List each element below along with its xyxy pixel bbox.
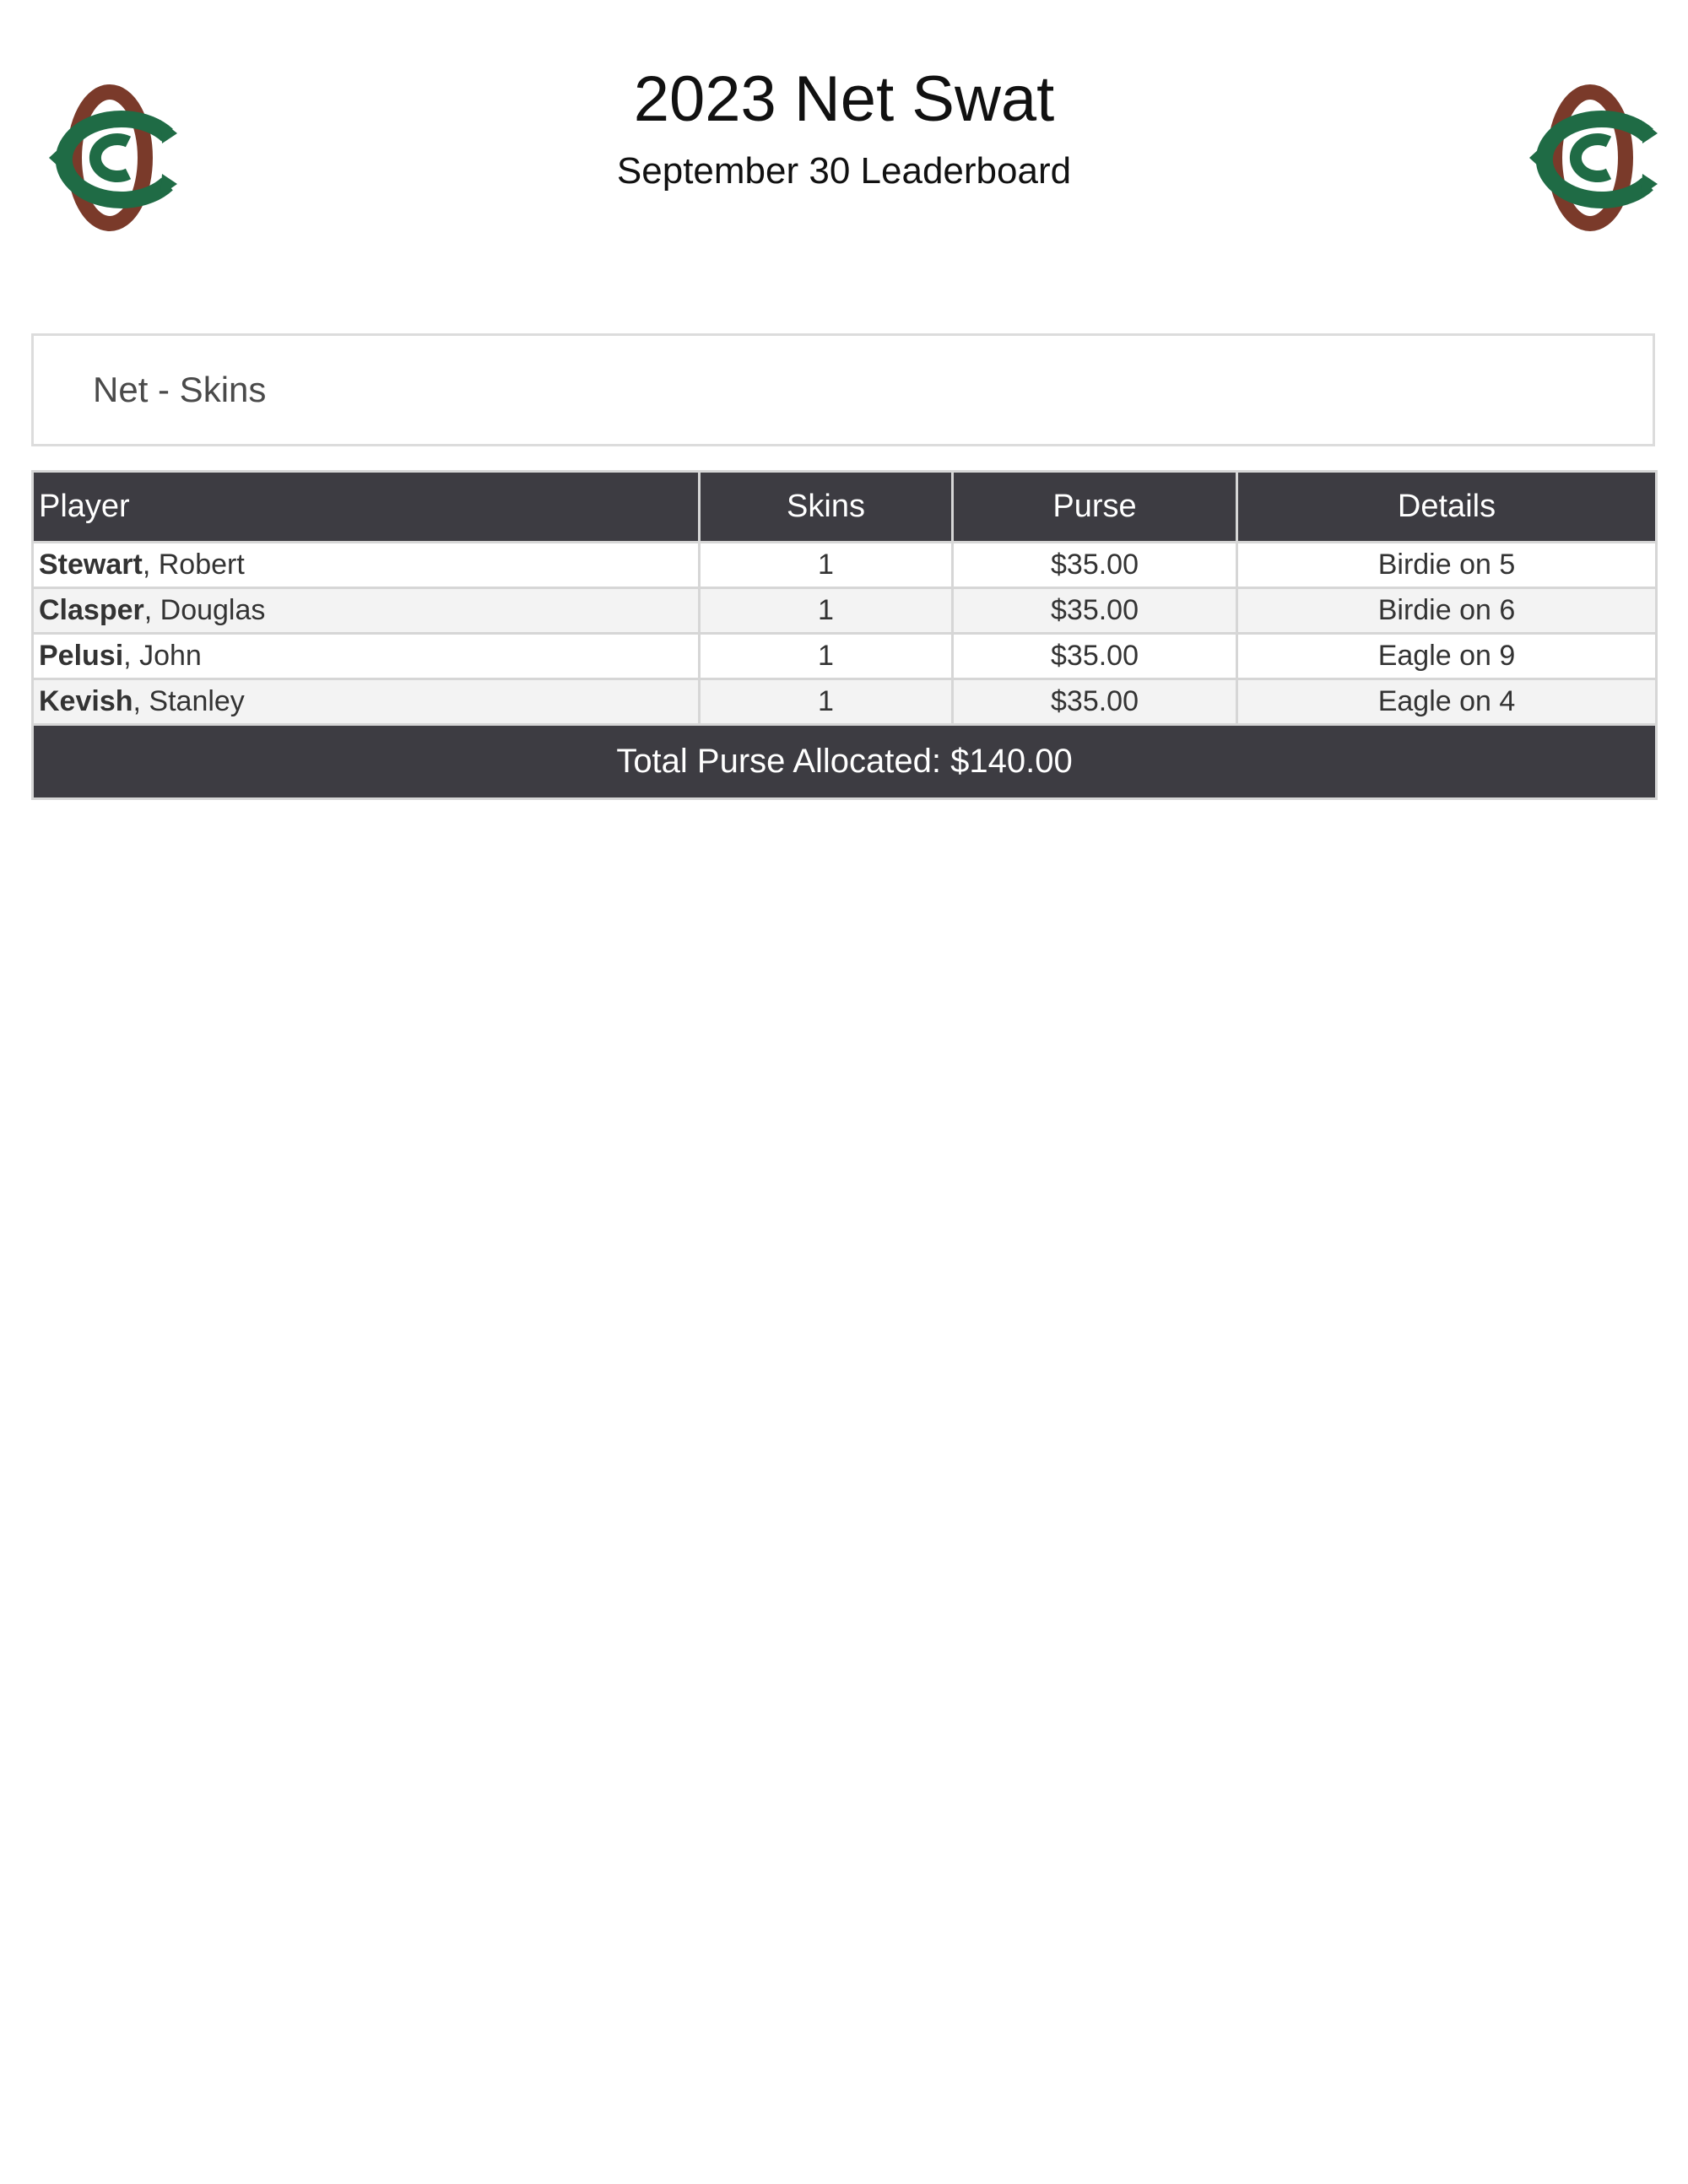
- skins-cell: 1: [700, 634, 953, 679]
- skins-cell: 1: [700, 588, 953, 634]
- skins-cell: 1: [700, 543, 953, 588]
- player-last-name: Stewart: [39, 549, 143, 581]
- player-first-name: Robert: [158, 549, 245, 581]
- player-last-name: Pelusi: [39, 640, 124, 672]
- skins-cell: 1: [700, 679, 953, 725]
- player-last-name: Clasper: [39, 594, 144, 626]
- table-row: [33, 543, 1657, 588]
- page-header: [0, 0, 1688, 270]
- player-cell: Clasper, Douglas: [33, 588, 700, 634]
- table-row: [33, 634, 1657, 679]
- total-purse-allocated: Total Purse Allocated: $140.00: [33, 725, 1657, 799]
- purse-cell: $35.00: [953, 543, 1237, 588]
- player-cell: Stewart, Robert: [33, 543, 700, 588]
- player-first-name: Stanley: [149, 685, 245, 717]
- column-header-details: Details: [1237, 472, 1657, 543]
- table-row: [33, 679, 1657, 725]
- leaderboard-table: [31, 470, 1658, 800]
- club-logo-icon: [1514, 68, 1666, 249]
- player-first-name: Douglas: [160, 594, 266, 626]
- club-logo-left: [34, 68, 186, 249]
- club-logo-right: [1514, 68, 1666, 249]
- details-cell: Birdie on 6: [1237, 588, 1657, 634]
- purse-cell: $35.00: [953, 679, 1237, 725]
- club-logo-icon: [34, 68, 186, 249]
- page-subtitle: September 30 Leaderboard: [616, 150, 1072, 192]
- section-header-box: [31, 333, 1655, 446]
- details-cell: Eagle on 9: [1237, 634, 1657, 679]
- details-cell: Eagle on 4: [1237, 679, 1657, 725]
- section-title: Net - Skins: [93, 370, 267, 409]
- purse-cell: $35.00: [953, 588, 1237, 634]
- page-title: 2023 Net Swat: [633, 63, 1055, 135]
- table-footer-row: [33, 725, 1657, 799]
- column-header-skins: Skins: [700, 472, 953, 543]
- player-first-name: John: [139, 640, 202, 672]
- player-last-name: Kevish: [39, 685, 133, 717]
- details-cell: Birdie on 5: [1237, 543, 1657, 588]
- table-header-row: [33, 472, 1657, 543]
- player-cell: Kevish, Stanley: [33, 679, 700, 725]
- table-row: [33, 588, 1657, 634]
- column-header-player: Player: [33, 472, 700, 543]
- player-cell: Pelusi, John: [33, 634, 700, 679]
- purse-cell: $35.00: [953, 634, 1237, 679]
- column-header-purse: Purse: [953, 472, 1237, 543]
